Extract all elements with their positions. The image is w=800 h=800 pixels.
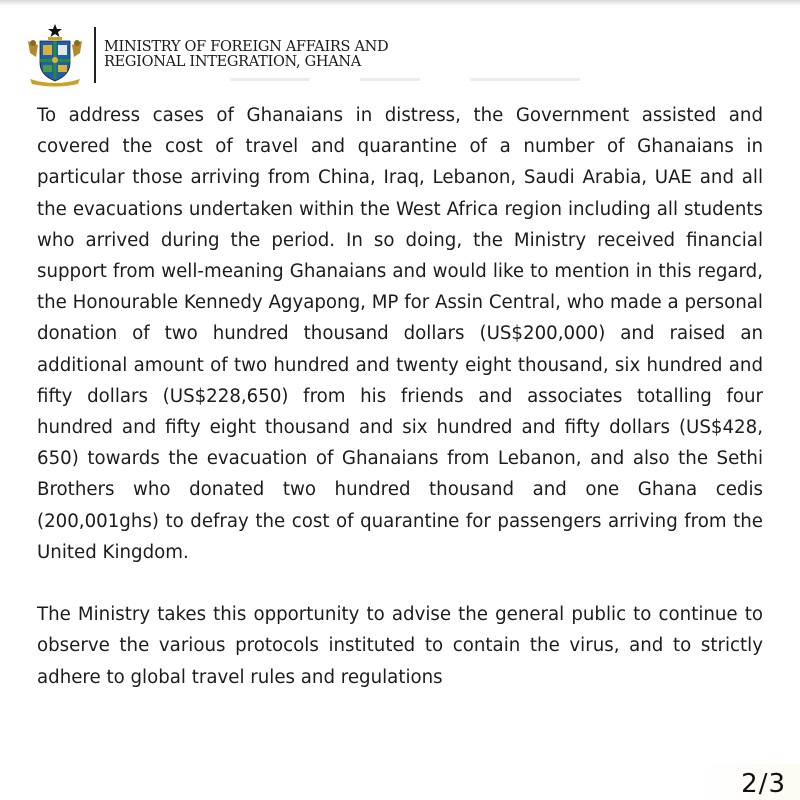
letterhead-divider <box>94 27 96 83</box>
faint-rule <box>360 78 420 81</box>
page-indicator: 2/3 <box>741 769 786 799</box>
faint-rule <box>230 78 310 81</box>
ministry-name-line1: MINISTRY OF FOREIGN AFFAIRS AND <box>104 39 389 55</box>
ghana-coat-of-arms-icon <box>24 23 86 87</box>
top-edge-shade <box>0 0 800 6</box>
document-body <box>37 100 763 693</box>
paragraph-public-advice: The Ministry takes this opportunity to advise the general public to continue to observe the various protocols instituted to contain the virus, and to strictly adhere to global travel rules and regulations <box>37 604 763 688</box>
faint-rule <box>470 78 580 81</box>
paragraph-distress-support: To address cases of Ghanaians in distress, the Government assisted and covered the cost of travel and quarantine of a number of Ghanaians in particular those arriving from China, Iraq, Lebanon, Saudi Arabia, UAE and all the evacuations undertaken within the West Africa region including all students who arrived during the period. In so doing, the Ministry received financial support from well-meaning Ghanaians and would like to mention in this regard, the Honourable Kennedy Agyapong, MP for Assin Central, who made a personal donation of two hundred thousand dollars (US$200,000) and raised an additional amount of two hundred and twenty eight thousand, six hundred and fifty dollars (US$228,650) from his friends and associates totalling four hundred and fifty eight thousand and six hundred and fifty dollars (US$428, 650) towards the evacuation of Ghanaians from Lebanon, and also the Sethi Brothers who donated two hundred thousand and one Ghana cedis (200,001ghs) to defray the cost of quarantine for passengers arriving from the United Kingdom. <box>37 105 763 563</box>
ministry-name-line2: REGIONAL INTEGRATION, GHANA <box>104 54 361 70</box>
letterhead <box>24 20 388 90</box>
ministry-name <box>104 40 388 70</box>
